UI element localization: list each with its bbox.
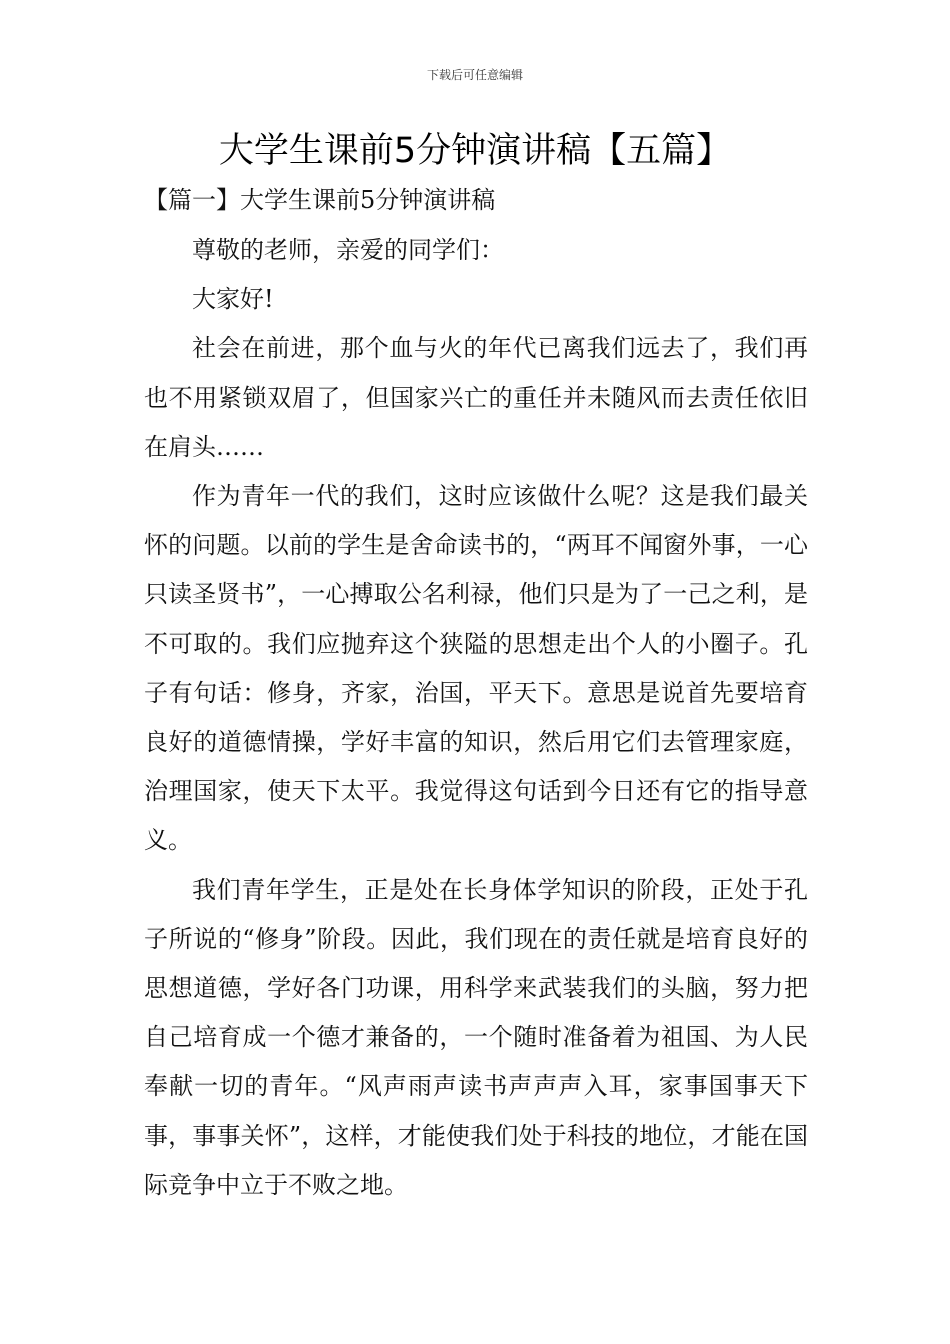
paragraph-greeting: 尊敬的老师，亲爱的同学们： (192, 236, 504, 264)
paragraph-students: 我们青年学生，正是处在长身体学知识的阶段，正处于孔子所说的“修身”阶段。因此，我们现在的责任就是培育良好的思想道德，学好各门功课，用科学来武装我们的头脑，努力把自己培育成一个德才兼备的，一个随时准备着为祖国、为人民奉献一切的青年。“风声雨声读书声声声入耳，家事国事天下事，事事关怀”，这样，才能使我们处于科技的地位，才能在国际竞争中立于不败之地。 (144, 875, 808, 1199)
document-title: 大学生课前5分钟演讲稿【五篇】 (218, 131, 732, 171)
document-body (144, 226, 808, 1210)
paragraph-youth: 作为青年一代的我们，这时应该做什么呢？这是我们最关怀的问题。以前的学生是舍命读书的，“两耳不闻窗外事，一心只读圣贤书”，一心搏取公名利禄，他们只是为了一己之利，是不可取的。我们应抛弃这个狭隘的思想走出个人的小圈子。孔子有句话：修身，齐家，治国，平天下。意思是说首先要培育良好的道德情操，学好丰富的知识，然后用它们去管理家庭，治理国家，使天下太平。我觉得这句话到今日还有它的指导意义。 (144, 482, 808, 855)
paragraph-society: 社会在前进，那个血与火的年代已离我们远去了，我们再也不用紧锁双眉了，但国家兴亡的重任并未随风而去责任依旧在肩头…… (144, 334, 808, 461)
section-heading: 【篇一】大学生课前5分钟演讲稿 (144, 186, 496, 214)
paragraph-hello: 大家好! (192, 285, 274, 314)
header-note: 下载后可任意编辑 (426, 68, 523, 82)
